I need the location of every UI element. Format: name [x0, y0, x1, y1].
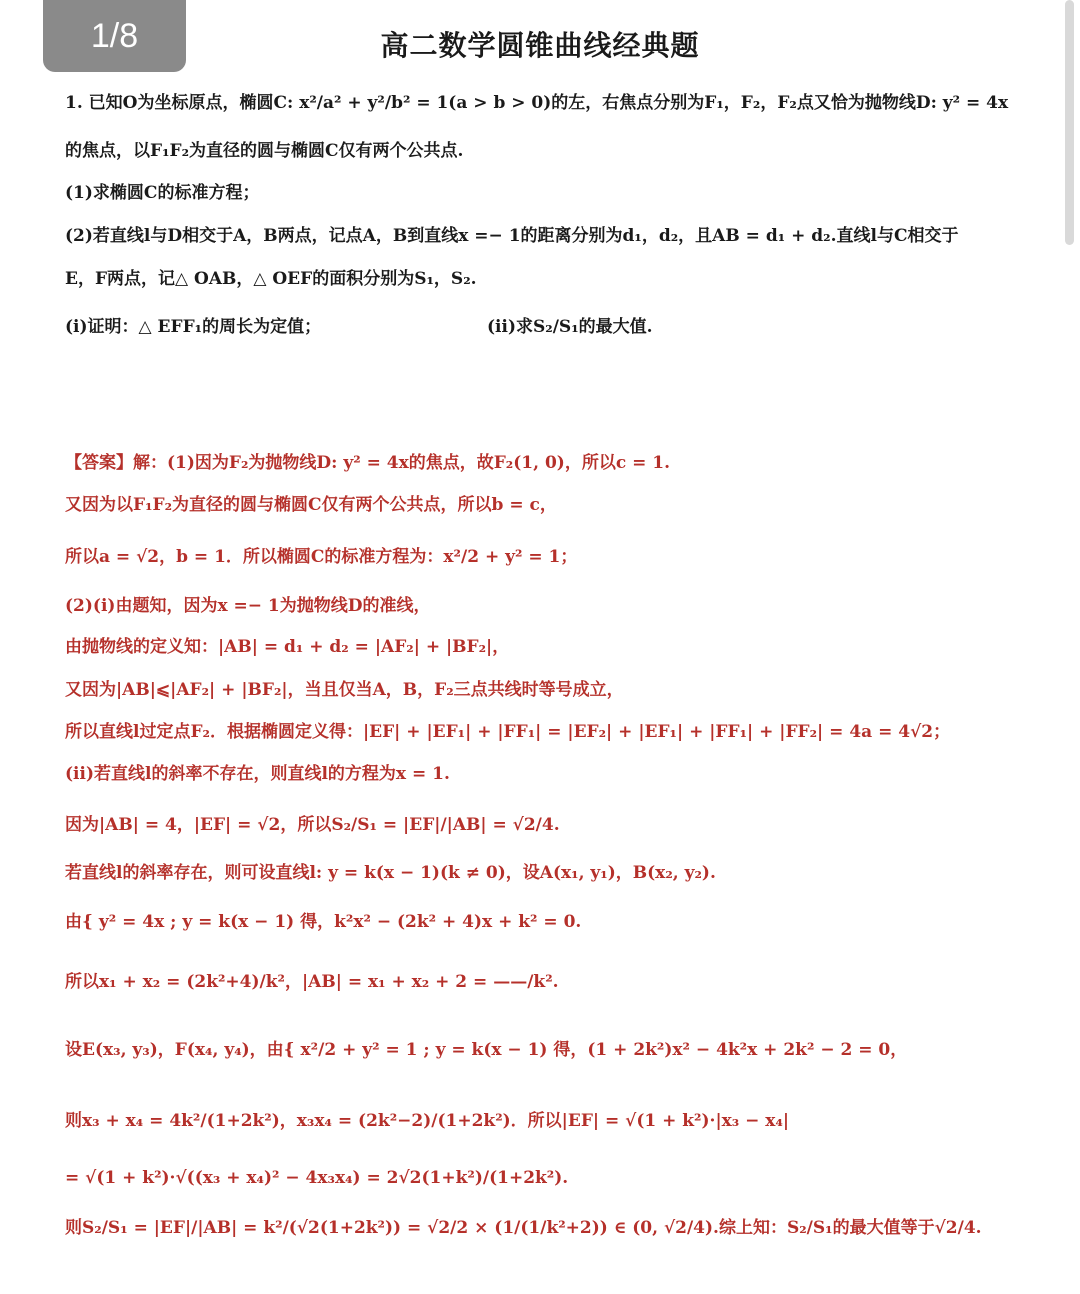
answer-line-13: 设E(x₃, y₃)，F(x₄, y₄)，由{ x²/2 + y² = 1 ; y = k(x − 1) 得，(1 + 2k²)x² − 4k²x + 2k² − 2 = 0，	[65, 1040, 908, 1060]
question-line-5: E，F两点，记△ OAB，△ OEF的面积分别为S₁，S₂.	[65, 269, 477, 289]
answer-line-12: 所以x₁ + x₂ = (2k²+4)/k²，|AB| = x₁ + x₂ + 2 = ——/k².	[65, 972, 559, 992]
answer-line-3: 所以a = √2，b = 1．所以椭圆C的标准方程为：x²/2 + y² = 1；	[65, 547, 578, 567]
answer-line-14: 则x₃ + x₄ = 4k²/(1+2k²)，x₃x₄ = (2k²−2)/(1+2k²)．所以|EF| = √(1 + k²)·|x₃ − x₄|	[65, 1111, 790, 1131]
subpart-ii: (ⅱ)求S₂/S₁的最大值.	[487, 317, 653, 337]
question-subpart-row	[65, 315, 653, 339]
answer-line-15: = √(1 + k²)·√((x₃ + x₄)² − 4x₃x₄) = 2√2(1+k²)/(1+2k²).	[65, 1168, 569, 1188]
answer-line-4: (2)(ⅰ)由题知，因为x =− 1为抛物线D的准线，	[65, 596, 431, 616]
answer-line-1: 【答案】解：(1)因为F₂为抛物线D: y² = 4x的焦点，故F₂(1, 0)，所以c = 1.	[65, 453, 671, 473]
answer-line-7: 所以直线l过定点F₂．根据椭圆定义得：|EF| + |EF₁| + |FF₁| = |EF₂| + |EF₁| + |FF₁| + |FF₂| = 4a = 4√2；	[65, 722, 951, 742]
scrollbar[interactable]	[1065, 0, 1074, 245]
page-indicator: 1/8	[43, 0, 186, 72]
question-line-3: (1)求椭圆C的标准方程；	[65, 183, 260, 203]
question-line-4: (2)若直线l与D相交于A，B两点，记点A，B到直线x =− 1的距离分别为d₁，d₂，且AB = d₁ + d₂.直线l与C相交于	[65, 226, 959, 246]
answer-line-8: (ⅱ)若直线l的斜率不存在，则直线l的方程为x = 1.	[65, 764, 450, 784]
answer-line-6: 又因为|AB|⩽|AF₂| + |BF₂|，当且仅当A，B，F₂三点共线时等号成立，	[65, 680, 624, 700]
page-title: 高二数学圆锥曲线经典题	[380, 29, 700, 62]
answer-line-5: 由抛物线的定义知：|AB| = d₁ + d₂ = |AF₂| + |BF₂|，	[65, 637, 510, 657]
subpart-i: (ⅰ)证明：△ EFF₁的周长为定值；	[65, 317, 322, 337]
answer-line-16: 则S₂/S₁ = |EF|/|AB| = k²/(√2(1+2k²)) = √2/2 × (1/(1/k²+2)) ∈ (0, √2/4).综上知：S₂/S₁的最大值等于√2/4.	[65, 1218, 982, 1238]
question-line-1: 1. 已知O为坐标原点，椭圆C: x²/a² + y²/b² = 1(a > b > 0)的左，右焦点分别为F₁，F₂，F₂点又恰为抛物线D: y² = 4x	[65, 93, 1009, 113]
answer-line-10: 若直线l的斜率存在，则可设直线l: y = k(x − 1)(k ≠ 0)，设A(x₁, y₁)，B(x₂, y₂).	[65, 863, 716, 883]
answer-line-11: 由{ y² = 4x ; y = k(x − 1) 得，k²x² − (2k² + 4)x + k² = 0.	[65, 912, 582, 932]
answer-line-9: 因为|AB| = 4，|EF| = √2，所以S₂/S₁ = |EF|/|AB| = √2/4.	[65, 815, 560, 835]
question-line-2: 的焦点，以F₁F₂为直径的圆与椭圆C仅有两个公共点.	[65, 141, 464, 161]
answer-line-2: 又因为以F₁F₂为直径的圆与椭圆C仅有两个公共点，所以b = c，	[65, 495, 557, 515]
